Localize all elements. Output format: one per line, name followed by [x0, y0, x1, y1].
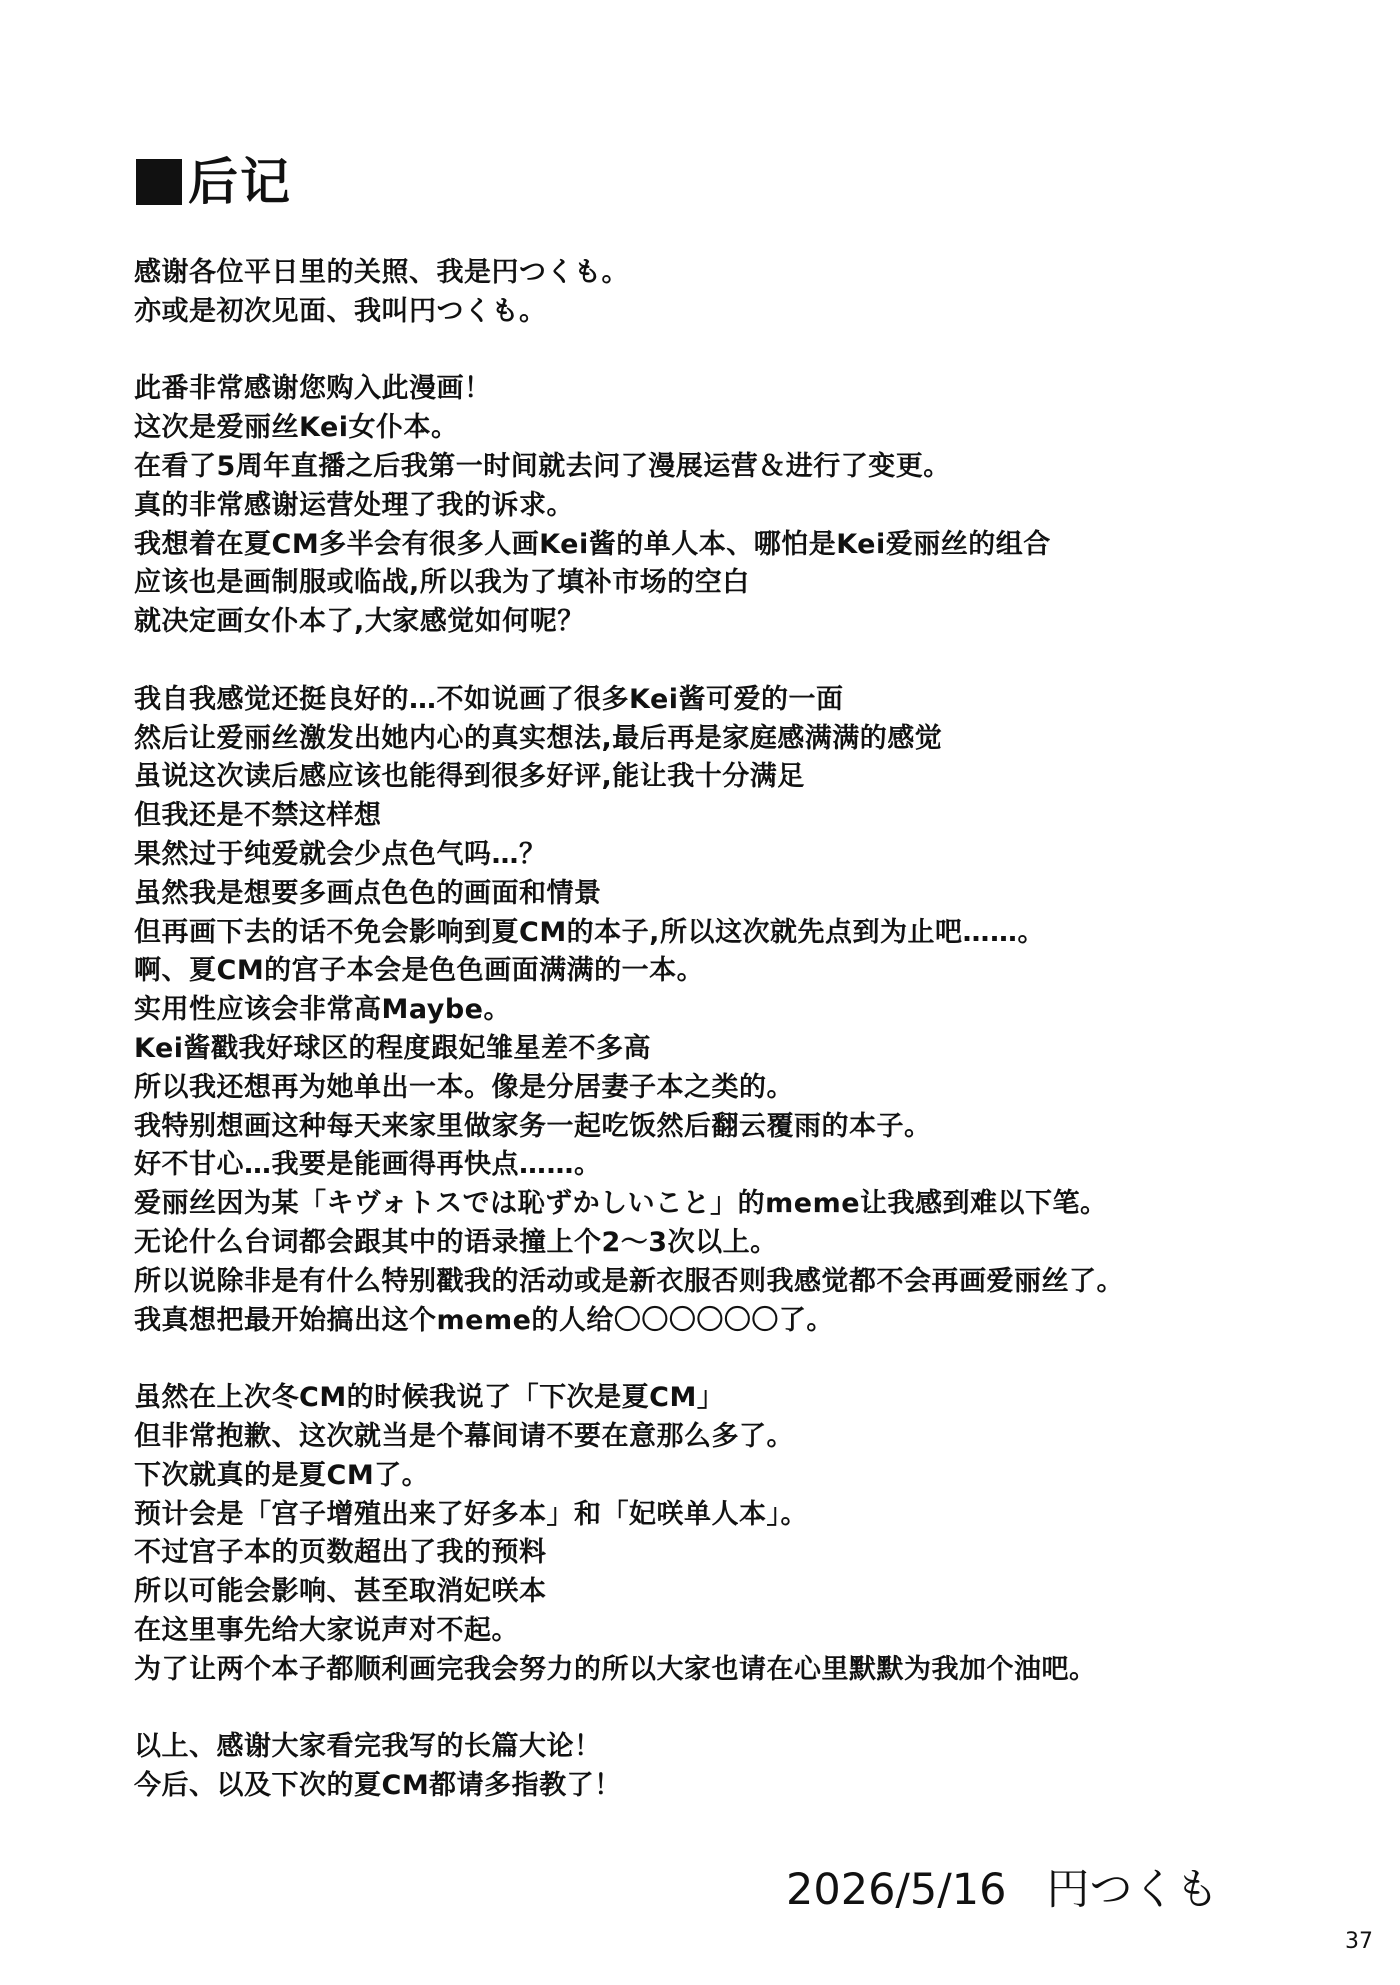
paragraph	[134, 1728, 1334, 1806]
text-line: 我真想把最开始搞出这个meme的人给〇〇〇〇〇〇了。	[134, 1304, 834, 1336]
black-square-icon	[136, 159, 182, 205]
text-line: 好不甘心…我要是能画得再快点……。	[134, 1149, 602, 1181]
text-line: 应该也是画制服或临战,所以我为了填补市场的空白	[134, 567, 750, 599]
afterword-body	[134, 254, 1334, 1845]
text-line: 但我还是不禁这样想	[134, 800, 382, 832]
text-line: 果然过于纯爱就会少点色气吗…？	[134, 838, 547, 870]
text-line: 啊、夏CM的宫子本会是色色画面满满的一本。	[134, 955, 705, 987]
text-line: 虽然我是想要多画点色色的画面和情景	[134, 877, 602, 909]
text-line: 虽然在上次冬CM的时候我说了「下次是夏CM」	[134, 1382, 725, 1414]
text-line: 这次是爱丽丝Kei女仆本。	[134, 412, 459, 444]
paragraph	[134, 1379, 1334, 1689]
text-line: 所以说除非是有什么特别戳我的活动或是新衣服否则我感觉都不会再画爱丽丝了。	[134, 1265, 1124, 1297]
text-line: 此番非常感谢您购入此漫画！	[134, 373, 492, 405]
text-line: 不过宫子本的页数超出了我的预料	[134, 1537, 547, 1569]
paragraph	[134, 370, 1334, 642]
text-line: 我特别想画这种每天来家里做家务一起吃饭然后翻云覆雨的本子。	[134, 1110, 932, 1142]
text-line: 爱丽丝因为某「キヴォトスでは恥ずかしいこと」的meme让我感到难以下笔。	[134, 1188, 1108, 1220]
section-heading	[136, 152, 292, 212]
text-line: 在这里事先给大家说声对不起。	[134, 1614, 519, 1646]
text-line: 所以我还想再为她单出一本。像是分居妻子本之类的。	[134, 1071, 794, 1103]
text-line: 真的非常感谢运营处理了我的诉求。	[134, 489, 574, 521]
paragraph	[134, 681, 1334, 1341]
text-line: 我自我感觉还挺良好的…不如说画了很多Kei酱可爱的一面	[134, 683, 844, 715]
signature-author: 円つくも	[1046, 1865, 1219, 1915]
text-line: 下次就真的是夏CM了。	[134, 1459, 430, 1491]
paragraph	[134, 254, 1334, 332]
text-line: 无论什么台词都会跟其中的语录撞上个2〜3次以上。	[134, 1226, 778, 1258]
text-line: 以上、感谢大家看完我写的长篇大论！	[134, 1731, 602, 1763]
text-line: 实用性应该会非常高Maybe。	[134, 994, 511, 1026]
text-line: 感谢各位平日里的关照、我是円つくも。	[134, 257, 629, 288]
page-number: 37	[1345, 1929, 1373, 1954]
text-line: 但再画下去的话不免会影响到夏CM的本子,所以这次就先点到为止吧……。	[134, 916, 1045, 948]
text-line: 所以可能会影响、甚至取消妃咲本	[134, 1576, 547, 1608]
heading-title: 后记	[188, 153, 292, 211]
text-line: 虽说这次读后感应该也能得到很多好评,能让我十分满足	[134, 761, 805, 793]
text-line: 在看了5周年直播之后我第一时间就去问了漫展运营＆进行了变更。	[134, 450, 951, 482]
signature	[786, 1862, 1218, 1918]
text-line: 就决定画女仆本了,大家感觉如何呢？	[134, 606, 585, 638]
text-line: 然后让爱丽丝激发出她内心的真实想法,最后再是家庭感满满的感觉	[134, 722, 943, 754]
text-line: 我想着在夏CM多半会有很多人画Kei酱的单人本、哪怕是Kei爱丽丝的组合	[134, 528, 1051, 560]
text-line: 但非常抱歉、这次就当是个幕间请不要在意那么多了。	[134, 1420, 794, 1452]
text-line: 今后、以及下次的夏CM都请多指教了！	[134, 1770, 622, 1802]
text-line: 为了让两个本子都顺利画完我会努力的所以大家也请在心里默默为我加个油吧。	[134, 1653, 1097, 1685]
text-line: Kei酱戳我好球区的程度跟妃雏星差不多高	[134, 1032, 652, 1064]
text-line: 亦或是初次见面、我叫円つくも。	[134, 295, 547, 327]
text-line: 预计会是「宫子增殖出来了好多本」和「妃咲单人本」。	[134, 1498, 808, 1530]
signature-date: 2026/5/16	[786, 1865, 1007, 1915]
